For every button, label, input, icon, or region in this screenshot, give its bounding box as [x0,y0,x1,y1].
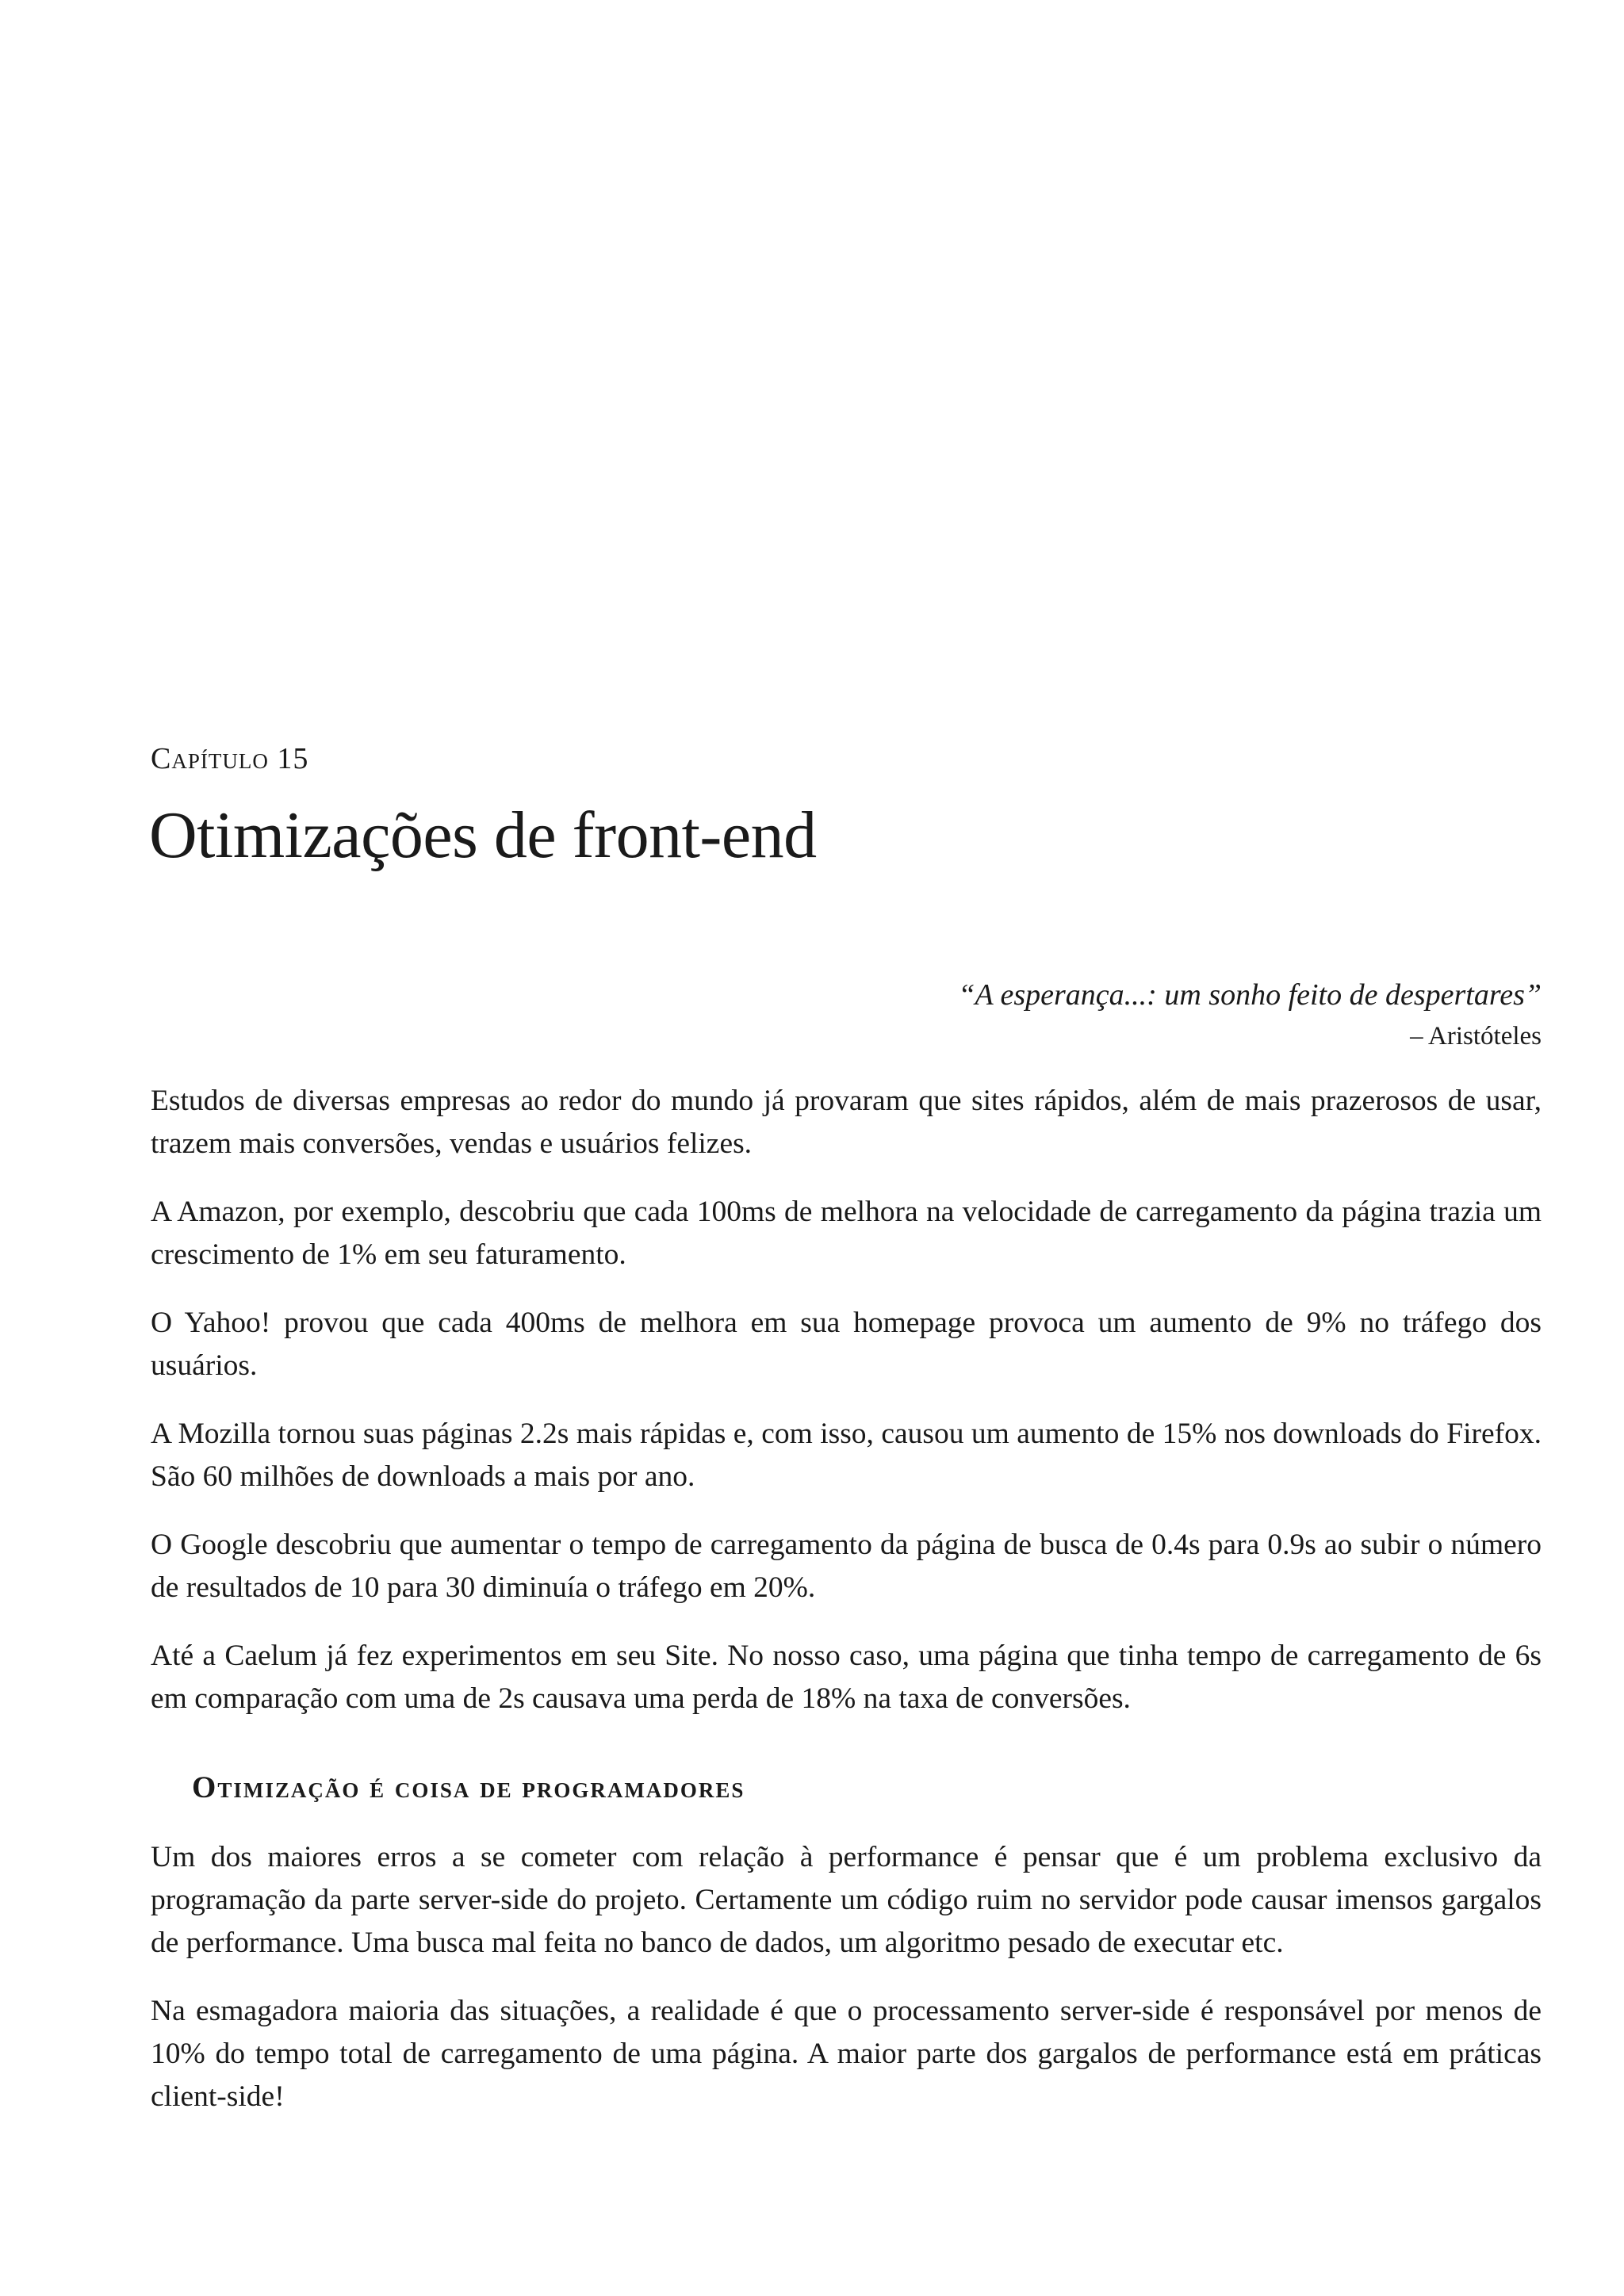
section-heading: Otimização é coisa de programadores [192,1770,745,1804]
chapter-body [151,1080,1542,2144]
epigraph [590,974,1542,1056]
paragraph: Na esmagadora maioria das situações, a realidade é que o processamento server-side é responsável por menos de 10% do tempo total de carregamento de uma página. A maior parte dos gargalos de performance está em práticas client-side! [151,1995,1542,2113]
paragraph: Um dos maiores erros a se cometer com relação à performance é pensar que é um problema exclusivo da programação da parte server-side do projeto. Certamente um código ruim no servidor pode causar imensos gargalos de performance. Uma busca mal feita no banco de dados, um algoritmo pesado de executar etc. [151,1841,1542,1959]
chapter-label: Capítulo 15 [151,742,309,775]
epigraph-author: – Aristóteles [1410,1022,1542,1050]
chapter-title: Otimizações de front-end [149,798,817,872]
paragraph: Estudos de diversas empresas ao redor do mundo já provaram que sites rápidos, além de mais prazerosos de usar, trazem mais conversões, vendas e usuários felizes. [151,1085,1542,1160]
paragraph: O Google descobriu que aumentar o tempo de carregamento da página de busca de 0.4s para 0.9s ao subir o número de resultados de 10 para 30 diminuía o tráfego em 20%. [151,1529,1542,1604]
paragraph: Até a Caelum já fez experimentos em seu Site. No nosso caso, uma página que tinha tempo de carregamento de 6s em comparação com uma de 2s causava uma perda de 18% na taxa de conversões. [151,1640,1542,1715]
paragraph: A Amazon, por exemplo, descobriu que cada 100ms de melhora na velocidade de carregamento da página trazia um crescimento de 1% em seu faturamento. [151,1196,1542,1271]
epigraph-quote: “A esperança...: um sonho feito de despertares” [958,978,1542,1012]
paragraph: O Yahoo! provou que cada 400ms de melhora em sua homepage provoca um aumento de 9% no tráfego dos usuários. [151,1307,1542,1382]
paragraph: A Mozilla tornou suas páginas 2.2s mais rápidas e, com isso, causou um aumento de 15% nos downloads do Firefox. São 60 milhões de downloads a mais por ano. [151,1418,1542,1493]
